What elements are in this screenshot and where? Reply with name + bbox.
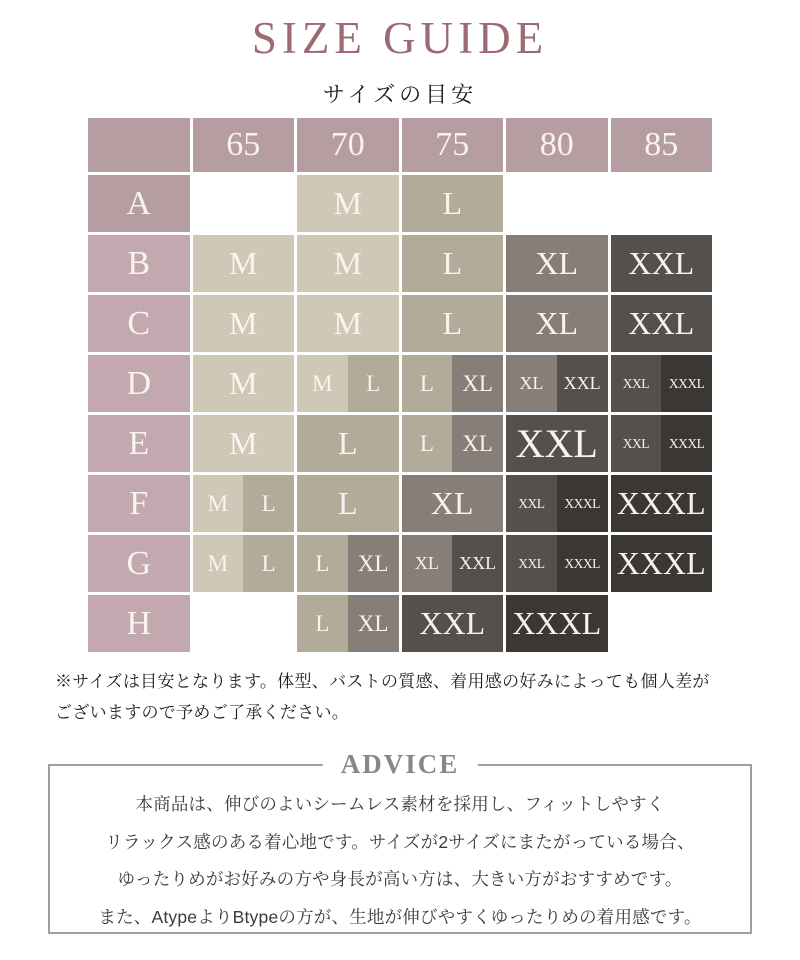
size-segment-xxxl: XXXL xyxy=(611,535,713,592)
advice-line: ゆったりめがお好みの方や身長が高い方は、大きい方がおすすめです。 xyxy=(117,869,683,889)
size-segment-xxxl: XXXL xyxy=(661,415,712,472)
size-segment-xxxl: XXXL xyxy=(661,355,712,412)
size-segment-m: M xyxy=(193,235,295,292)
row-label-C xyxy=(88,295,190,352)
size-segment-xxl: XXL xyxy=(611,415,662,472)
size-segment-l: L xyxy=(402,235,504,292)
size-segment-l: L xyxy=(243,475,294,532)
size-segment-xxl: XXL xyxy=(557,355,608,412)
size-segment-xxl: XXL xyxy=(611,295,713,352)
size-cell xyxy=(611,415,713,472)
size-segment-xl: XL xyxy=(348,535,399,592)
size-cell xyxy=(193,535,295,592)
size-segment-l: L xyxy=(402,355,453,412)
size-segment-m: M xyxy=(193,355,295,412)
size-segment-l: L xyxy=(297,595,348,652)
size-segment-xxl: XXL xyxy=(611,355,662,412)
size-cell xyxy=(193,355,295,412)
size-cell xyxy=(402,235,504,292)
size-cell xyxy=(611,535,713,592)
size-segment-xl: XL xyxy=(506,295,608,352)
column-header-label: 80 xyxy=(506,118,608,172)
size-cell xyxy=(402,295,504,352)
size-table xyxy=(88,118,712,652)
note-line: ※サイズは目安となります。体型、バストの質感、着用感の好みによっても個人差が xyxy=(55,672,710,691)
size-segment-xl: XL xyxy=(506,355,557,412)
column-header-label: 85 xyxy=(611,118,713,172)
size-segment-l: L xyxy=(243,535,294,592)
size-cell xyxy=(297,535,399,592)
column-header-65 xyxy=(193,118,295,172)
size-segment-l: L xyxy=(402,175,504,232)
row-label-text: E xyxy=(88,415,190,472)
size-segment-xl: XL xyxy=(452,355,503,412)
page-subtitle: サイズの目安 xyxy=(322,82,478,107)
size-segment-m: M xyxy=(193,535,244,592)
row-label-E xyxy=(88,415,190,472)
size-cell xyxy=(402,475,504,532)
size-segment-xl: XL xyxy=(402,475,504,532)
advice-line: また、AtypeよりBtypeの方が、生地が伸びやすくゆったりめの着用感です。 xyxy=(98,906,702,927)
row-label-B xyxy=(88,235,190,292)
size-segment-xxxl: XXXL xyxy=(506,595,608,652)
size-cell xyxy=(402,595,504,652)
size-segment-l: L xyxy=(348,355,399,412)
page-title: SIZE GUIDE xyxy=(251,13,549,63)
size-cell-empty xyxy=(611,595,713,652)
row-label-G xyxy=(88,535,190,592)
size-cell xyxy=(611,295,713,352)
advice-text xyxy=(50,766,750,936)
size-segment-xl: XL xyxy=(506,235,608,292)
size-segment-xxxl: XXXL xyxy=(557,535,608,592)
size-cell xyxy=(297,595,399,652)
column-header-70 xyxy=(297,118,399,172)
row-label-text: G xyxy=(88,535,190,592)
size-segment-xxl: XXL xyxy=(452,535,503,592)
size-segment-l: L xyxy=(297,475,399,532)
size-cell xyxy=(402,175,504,232)
size-segment-m: M xyxy=(297,355,348,412)
size-segment-l: L xyxy=(402,415,453,472)
size-segment-xxl: XXL xyxy=(506,415,608,472)
size-cell xyxy=(297,295,399,352)
note-line: ございますので予めご了承ください。 xyxy=(55,703,350,722)
row-label-text: C xyxy=(88,295,190,352)
row-label-text: A xyxy=(88,175,190,232)
advice-line: リラックス感のある着心地です。サイズが2サイズにまたがっている場合、 xyxy=(105,831,695,852)
advice-title: ADVICE xyxy=(323,749,478,780)
size-cell xyxy=(297,175,399,232)
size-cell xyxy=(193,415,295,472)
size-segment-xxl: XXL xyxy=(506,475,557,532)
advice-line: 本商品は、伸びのよいシームレス素材を採用し、フィットしやすく xyxy=(135,794,665,814)
column-header-label: 65 xyxy=(193,118,295,172)
size-cell-empty xyxy=(193,175,295,232)
size-cell xyxy=(506,295,608,352)
size-cell xyxy=(506,595,608,652)
size-cell xyxy=(402,355,504,412)
row-label-D xyxy=(88,355,190,412)
row-label-H xyxy=(88,595,190,652)
size-cell xyxy=(506,235,608,292)
size-segment-xl: XL xyxy=(348,595,399,652)
size-cell xyxy=(506,535,608,592)
column-header-label: 75 xyxy=(402,118,504,172)
size-cell xyxy=(297,415,399,472)
size-cell xyxy=(297,235,399,292)
advice-box xyxy=(48,749,752,934)
column-header-85 xyxy=(611,118,713,172)
size-cell xyxy=(193,475,295,532)
column-header-label: 70 xyxy=(297,118,399,172)
size-segment-xxl: XXL xyxy=(506,535,557,592)
size-cell xyxy=(193,295,295,352)
size-cell-empty xyxy=(611,175,713,232)
size-segment-xxl: XXL xyxy=(611,235,713,292)
row-label-text: H xyxy=(88,595,190,652)
size-cell-empty xyxy=(193,595,295,652)
size-cell-empty xyxy=(506,175,608,232)
size-segment-xl: XL xyxy=(452,415,503,472)
size-cell xyxy=(297,475,399,532)
table-corner-cell xyxy=(88,118,190,172)
size-segment-m: M xyxy=(193,415,295,472)
size-cell xyxy=(611,355,713,412)
size-segment-xl: XL xyxy=(402,535,453,592)
size-cell xyxy=(402,415,504,472)
size-segment-m: M xyxy=(193,295,295,352)
size-note xyxy=(55,666,755,728)
row-label-text: F xyxy=(88,475,190,532)
size-cell xyxy=(506,355,608,412)
size-segment-xxxl: XXXL xyxy=(557,475,608,532)
corner-fill xyxy=(88,118,190,172)
size-cell xyxy=(611,235,713,292)
size-segment-m: M xyxy=(297,235,399,292)
size-cell xyxy=(506,475,608,532)
size-segment-m: M xyxy=(193,475,244,532)
row-label-text: D xyxy=(88,355,190,412)
size-segment-l: L xyxy=(297,535,348,592)
column-header-75 xyxy=(402,118,504,172)
size-cell xyxy=(193,235,295,292)
size-segment-m: M xyxy=(297,295,399,352)
size-cell xyxy=(297,355,399,412)
size-cell xyxy=(402,535,504,592)
size-segment-xxl: XXL xyxy=(402,595,504,652)
size-segment-l: L xyxy=(297,415,399,472)
size-cell xyxy=(611,475,713,532)
size-cell xyxy=(506,415,608,472)
size-segment-m: M xyxy=(297,175,399,232)
size-segment-xxxl: XXXL xyxy=(611,475,713,532)
row-label-F xyxy=(88,475,190,532)
size-segment-l: L xyxy=(402,295,504,352)
row-label-A xyxy=(88,175,190,232)
column-header-80 xyxy=(506,118,608,172)
row-label-text: B xyxy=(88,235,190,292)
